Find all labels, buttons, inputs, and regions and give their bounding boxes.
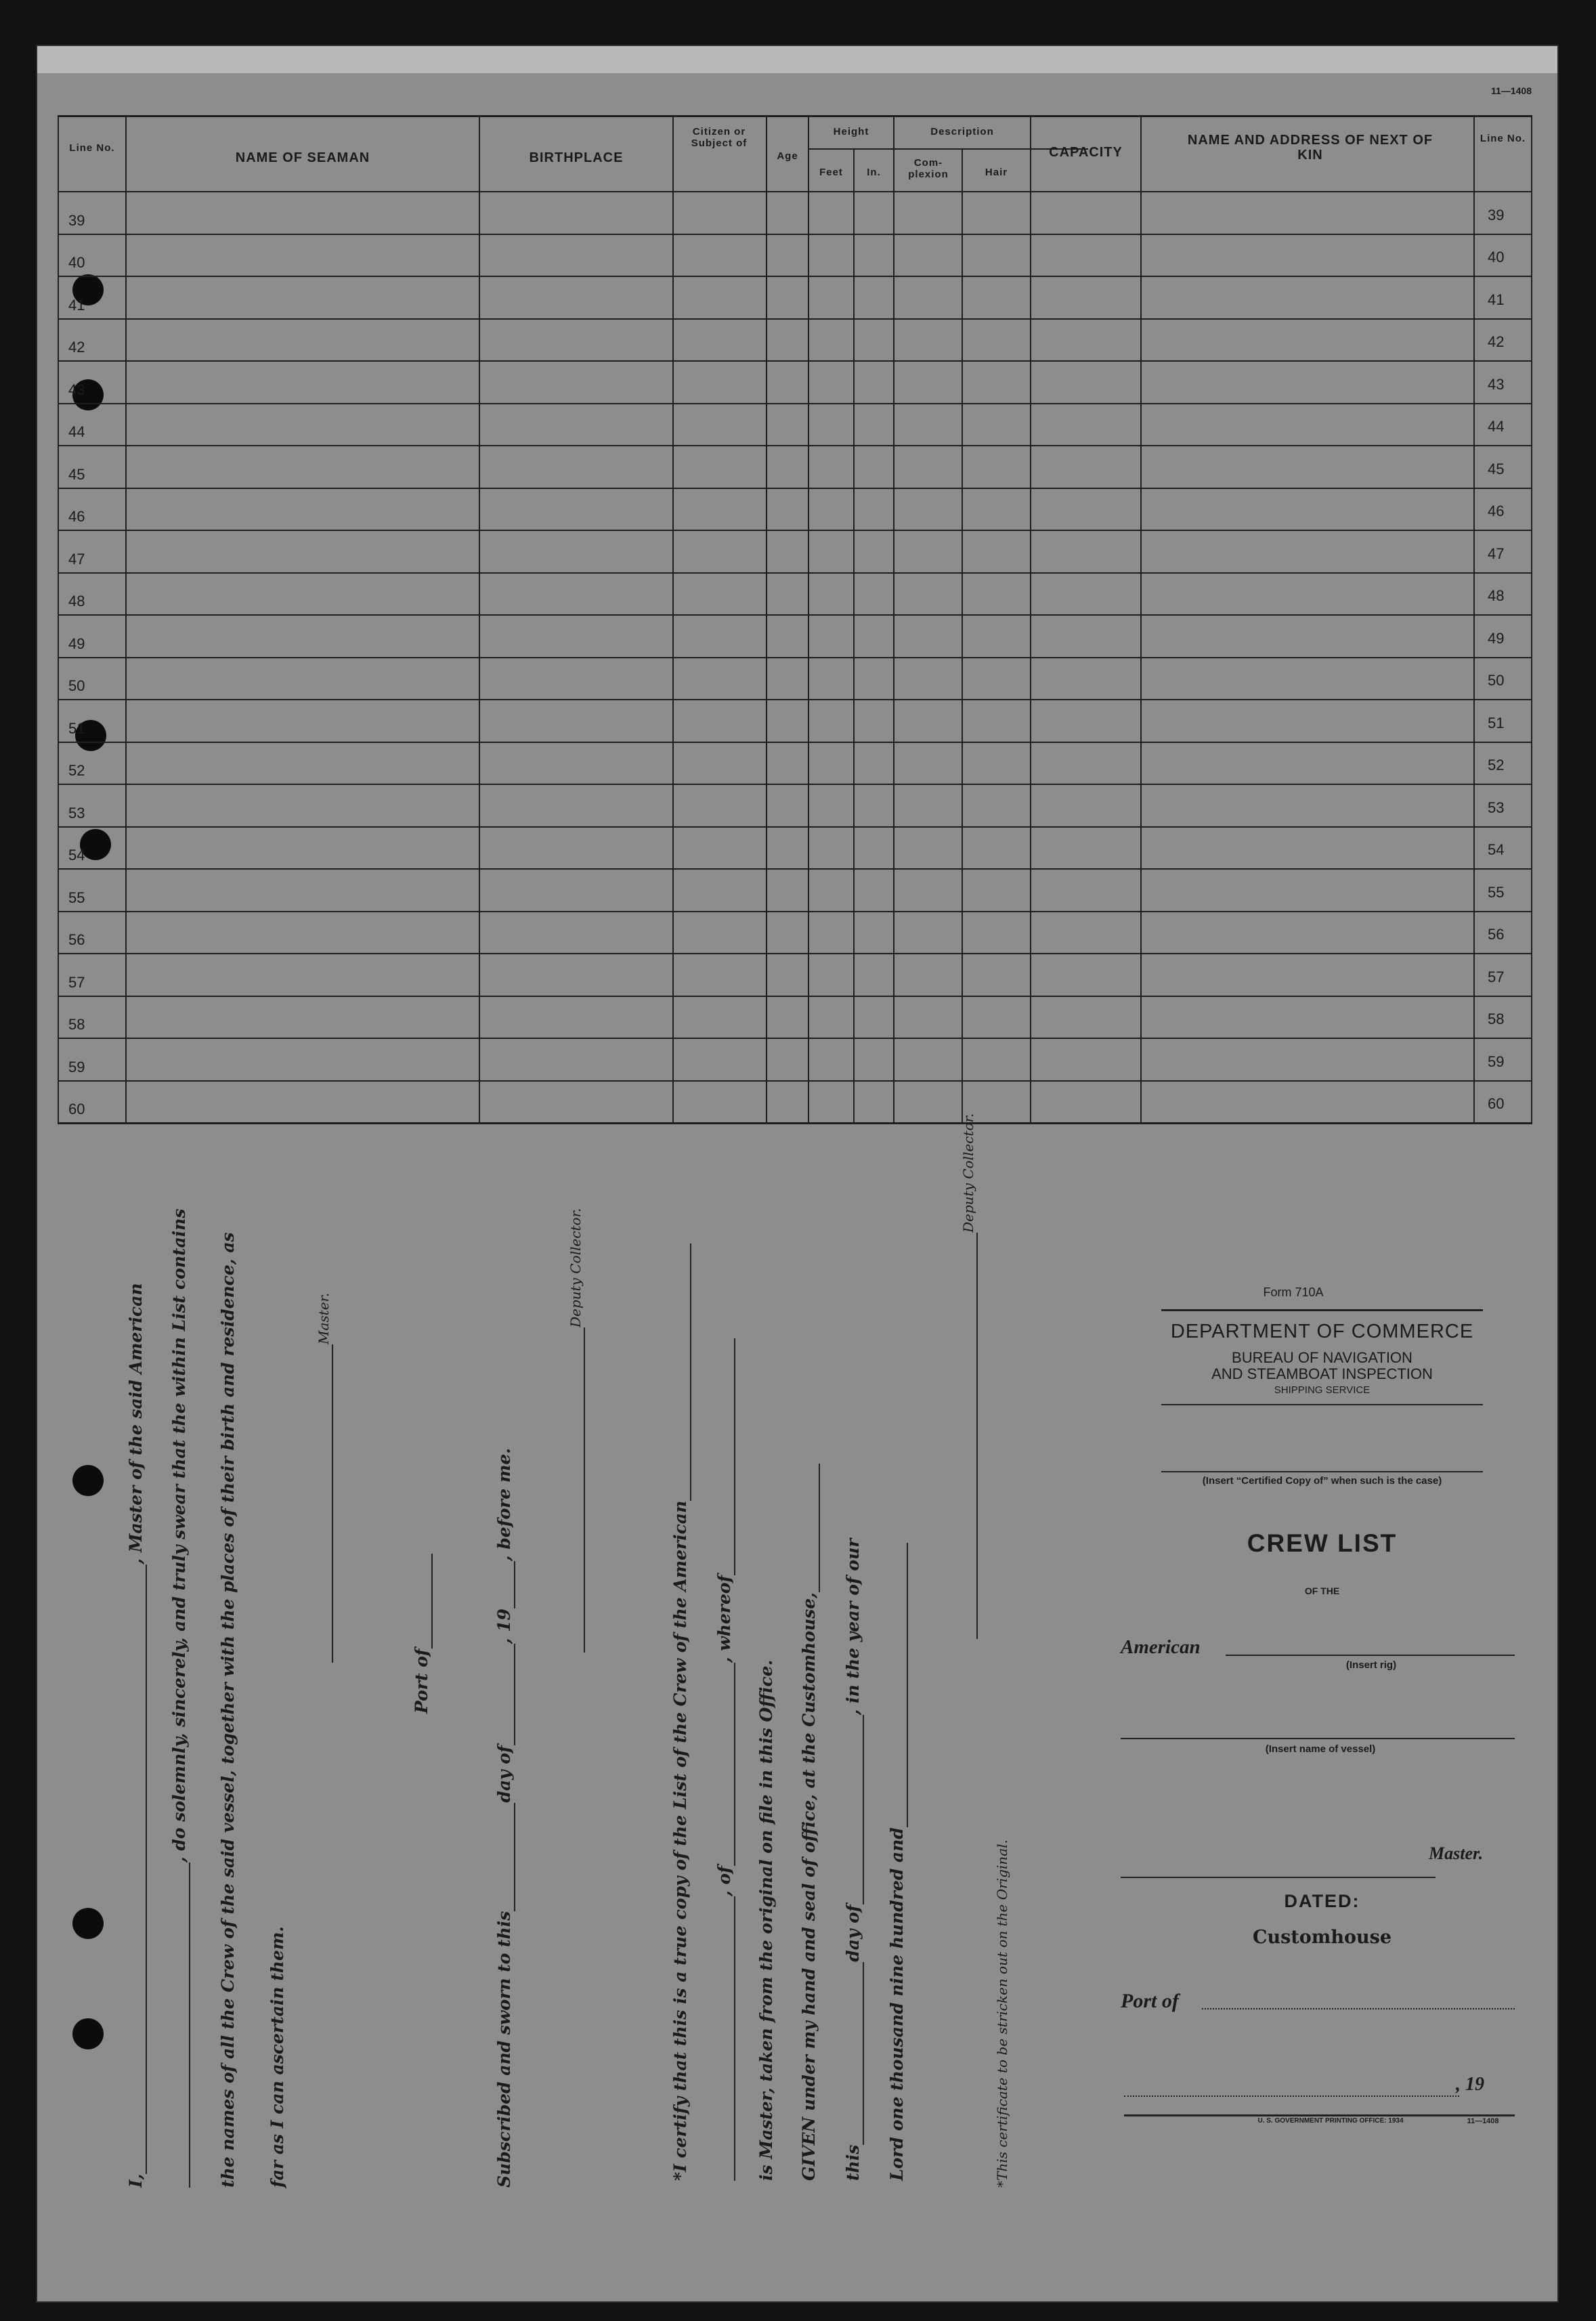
oath-master-label: Master. <box>316 1292 332 1344</box>
oath-deputy-collector: Deputy Collector. <box>567 1208 584 1327</box>
cert-line-5 <box>843 1539 864 2181</box>
line-number-right: 55 <box>1488 883 1505 901</box>
blank-line[interactable] <box>494 1561 515 1609</box>
header-birthplace: BIRTHPLACE <box>529 150 624 165</box>
cover-top-rule <box>1161 1309 1483 1311</box>
line-number-left: 39 <box>68 211 85 229</box>
line-number-right: 44 <box>1488 418 1505 435</box>
header-height: Height <box>833 126 869 137</box>
line-number-left: 47 <box>68 550 85 568</box>
line-number-right: 40 <box>1488 249 1505 265</box>
line-number-left: 54 <box>68 847 85 864</box>
table-row-line <box>58 784 1532 785</box>
blank-line[interactable] <box>714 1338 735 1575</box>
cover-master-label: Master. <box>1429 1844 1484 1863</box>
blank-line[interactable] <box>494 1644 515 1745</box>
printing-office: U. S. GOVERNMENT PRINTING OFFICE: 1934 <box>1257 2117 1404 2125</box>
oath-master-signature <box>316 1293 333 1663</box>
blank-line[interactable] <box>169 1862 190 2188</box>
line-number-right: 50 <box>1488 672 1505 689</box>
dated-label: DATED: <box>1284 1891 1360 1911</box>
oath-line-4 <box>267 1926 287 2188</box>
line-number-left: 40 <box>68 254 85 271</box>
cert-footnote-line <box>994 1839 1010 2188</box>
punch-hole <box>72 1908 104 1939</box>
insert-rig-note: (Insert rig) <box>1345 1659 1397 1671</box>
line-number-left: 48 <box>68 593 85 610</box>
cert-line-1 <box>670 1243 691 2181</box>
punch-hole <box>72 2018 104 2049</box>
department-name: DEPARTMENT OF COMMERCE <box>1170 1321 1474 1342</box>
shipping-service: SHIPPING SERVICE <box>1274 1384 1371 1396</box>
line-number-left: 41 <box>68 296 85 314</box>
header-hair: Hair <box>985 167 1008 178</box>
table-row-line <box>58 953 1532 954</box>
oath-year: , 19 <box>494 1609 514 1644</box>
page-top-strip <box>37 46 1557 73</box>
cert-line-6 <box>887 1543 908 2181</box>
table-top-border <box>58 115 1532 117</box>
line-number-right: 53 <box>1488 798 1505 816</box>
cert-deputy-collector: Deputy Collector. <box>960 1113 976 1233</box>
cert-line-2 <box>714 1338 735 2181</box>
oath-names-text: the names of all the Crew of the said vessel, together with the places of their birth and residence, as <box>218 1232 238 2188</box>
header-complexion: Com- plexion <box>908 157 949 180</box>
column-line <box>766 115 767 1124</box>
form-number: Form 710A <box>1263 1285 1324 1299</box>
table-row-line <box>58 234 1532 235</box>
blank-line[interactable] <box>412 1554 433 1648</box>
line-number-right: 60 <box>1488 1095 1505 1112</box>
cert-of: , of <box>714 1866 734 1896</box>
line-number-left: 57 <box>68 973 85 991</box>
blank-line[interactable] <box>126 1564 147 2174</box>
cert-whereof: , whereof <box>714 1575 734 1663</box>
line-number-left: 44 <box>68 423 85 440</box>
cover-bottom-rule <box>1124 2114 1515 2116</box>
table-row-line <box>58 318 1532 320</box>
oath-swear-text: , do solemnly, sincerely, and truly swear that the within List contains <box>169 1208 189 1862</box>
line-number-left: 49 <box>68 635 85 652</box>
line-number-right: 42 <box>1488 333 1505 350</box>
column-line <box>1030 115 1031 1124</box>
blank-line[interactable] <box>960 1233 978 1639</box>
form-code-top: 11—1408 <box>1491 85 1532 96</box>
oath-line-2 <box>169 1209 190 2188</box>
table-row-line <box>58 996 1532 997</box>
line-number-left: 59 <box>68 1058 85 1076</box>
header-age: Age <box>777 150 798 162</box>
table-row-line <box>58 699 1532 700</box>
line-number-right: 41 <box>1488 291 1505 308</box>
oath-port-of-line <box>412 1554 433 1713</box>
column-line <box>1531 115 1532 1124</box>
cover-year-label: , 19 <box>1456 2074 1484 2095</box>
header-line-no-right: Line No. <box>1480 133 1526 144</box>
line-number-right: 49 <box>1488 629 1505 647</box>
blank-line[interactable] <box>843 1962 864 2145</box>
column-line <box>1140 115 1142 1124</box>
line-number-left: 50 <box>68 677 85 694</box>
oath-before-me: , before me. <box>494 1448 514 1562</box>
line-number-right: 43 <box>1488 375 1505 393</box>
line-number-left: 58 <box>68 1016 85 1033</box>
table-bottom-border <box>58 1122 1532 1124</box>
date-line[interactable] <box>1124 2095 1459 2097</box>
vessel-name-line[interactable] <box>1121 1738 1515 1739</box>
table-row-line <box>58 488 1532 489</box>
column-line <box>672 115 674 1124</box>
oath-line-3 <box>218 1233 238 2188</box>
table-row-line <box>58 657 1532 658</box>
blank-line[interactable] <box>670 1243 691 1501</box>
line-number-left: 51 <box>68 719 85 737</box>
header-feet: Feet <box>819 167 843 178</box>
blank-line[interactable] <box>567 1327 585 1653</box>
header-inches: In. <box>867 167 881 178</box>
line-number-right: 45 <box>1488 460 1505 477</box>
oath-i: I, <box>126 2173 146 2188</box>
cert-master-text: is Master, taken from the original on file in this Office. <box>756 1659 776 2181</box>
cert-line-4 <box>799 1464 820 2181</box>
line-number-left: 53 <box>68 804 85 822</box>
line-number-right: 57 <box>1488 968 1505 985</box>
line-number-left: 46 <box>68 508 85 525</box>
line-number-left: 56 <box>68 931 85 948</box>
cert-this: this <box>843 2144 863 2181</box>
insert-vessel-note: (Insert name of vessel) <box>1265 1743 1376 1755</box>
bureau-line-2: AND STEAMBOAT INSPECTION <box>1211 1365 1433 1382</box>
table-row-line <box>58 445 1532 446</box>
column-line <box>893 115 894 1124</box>
punch-hole <box>72 1465 104 1496</box>
column-line <box>962 148 963 1124</box>
table-row-line <box>58 572 1532 574</box>
oath-master-of-american: , Master of the said American <box>126 1283 146 1564</box>
bureau-line-1: BUREAU OF NAVIGATION <box>1232 1349 1412 1366</box>
table-row-line <box>58 911 1532 912</box>
blank-line[interactable] <box>494 1803 515 1911</box>
line-number-right: 48 <box>1488 587 1505 604</box>
column-line <box>479 115 480 1124</box>
column-line <box>808 115 809 1124</box>
cover-rule <box>1161 1404 1483 1405</box>
line-number-right: 47 <box>1488 545 1505 562</box>
line-number-left: 55 <box>68 889 85 906</box>
oath-port-of: Port of <box>412 1648 431 1713</box>
cert-year-of-our: , in the year of our <box>843 1538 863 1716</box>
line-number-right: 51 <box>1488 714 1505 731</box>
line-number-left: 43 <box>68 381 85 398</box>
cert-deputy-signature <box>960 1113 978 1639</box>
line-number-right: 52 <box>1488 757 1505 773</box>
line-number-right: 58 <box>1488 1010 1505 1027</box>
line-number-right: 39 <box>1488 206 1505 223</box>
line-number-left: 52 <box>68 762 85 779</box>
blank-line[interactable] <box>714 1663 735 1866</box>
column-line <box>125 115 127 1124</box>
blank-line[interactable] <box>799 1464 820 1592</box>
certified-copy-note: (Insert “Certified Copy of” when such is the case) <box>1202 1475 1442 1487</box>
table-row-line <box>58 868 1532 870</box>
table-row-line <box>58 360 1532 362</box>
line-number-right: 46 <box>1488 503 1505 519</box>
certified-copy-line[interactable] <box>1161 1471 1483 1472</box>
cert-given-text: GIVEN under my hand and seal of office, at the Customhouse, <box>799 1592 819 2181</box>
oath-subscribed-line <box>494 1448 515 2188</box>
cert-line-3 <box>756 1660 776 2181</box>
cover-port-of-label: Port of <box>1121 1990 1179 2012</box>
master-name-line[interactable] <box>1121 1877 1436 1878</box>
oath-subscribed: Subscribed and sworn to this <box>494 1911 514 2188</box>
line-number-left: 45 <box>68 465 85 483</box>
blank-line[interactable] <box>843 1715 864 1904</box>
cover-form-code: 11—1408 <box>1467 2117 1499 2125</box>
table-row-line <box>58 530 1532 531</box>
line-number-right: 56 <box>1488 926 1505 943</box>
blank-line[interactable] <box>714 1896 735 2181</box>
table-row-line <box>58 1080 1532 1082</box>
of-the-label: OF THE <box>1304 1585 1340 1596</box>
cert-certify-text: *I certify that this is a true copy of the List of the Crew of the American <box>670 1500 690 2181</box>
oath-line-1 <box>126 1283 147 2188</box>
oath-ascertain-text: far as I can ascertain them. <box>267 1926 287 2188</box>
line-number-left: 60 <box>68 1101 85 1117</box>
crew-table <box>58 115 1532 1124</box>
cert-day-of: day of <box>843 1904 863 1962</box>
crew-list-title: CREW LIST <box>1247 1529 1398 1557</box>
port-line[interactable] <box>1202 2008 1515 2009</box>
table-row-line <box>58 403 1532 404</box>
american-label: American <box>1121 1636 1201 1658</box>
column-line <box>1473 115 1475 1124</box>
blank-line[interactable] <box>887 1543 908 1827</box>
rig-line[interactable] <box>1226 1655 1515 1656</box>
header-next-of-kin: NAME AND ADDRESS OF NEXT OF KIN <box>1187 133 1433 163</box>
column-line <box>58 115 59 1124</box>
header-capacity: CAPACITY <box>1049 145 1123 160</box>
table-row-line <box>58 1038 1532 1039</box>
line-number-left: 42 <box>68 339 85 356</box>
header-name-of-seaman: NAME OF SEAMAN <box>235 150 370 165</box>
table-row-line <box>58 742 1532 743</box>
customhouse-label: Customhouse <box>1252 1927 1392 1948</box>
table-row-line <box>58 826 1532 828</box>
cert-lord-text: Lord one thousand nine hundred and <box>887 1827 907 2181</box>
header-citizen: Citizen or Subject of <box>691 126 748 149</box>
line-number-right: 59 <box>1488 1052 1505 1070</box>
cert-footnote: *This certificate to be stricken out on the Original. <box>994 1839 1010 2188</box>
oath-deputy-signature <box>567 1208 585 1653</box>
blank-line[interactable] <box>316 1344 333 1663</box>
line-number-right: 54 <box>1488 841 1505 858</box>
table-row-line <box>58 614 1532 616</box>
oath-day-of: day of <box>494 1745 514 1803</box>
header-bottom-border <box>58 191 1532 192</box>
table-row-line <box>58 276 1532 277</box>
header-line-no: Line No. <box>69 142 115 154</box>
column-line <box>853 148 855 1124</box>
header-description: Description <box>930 126 994 137</box>
